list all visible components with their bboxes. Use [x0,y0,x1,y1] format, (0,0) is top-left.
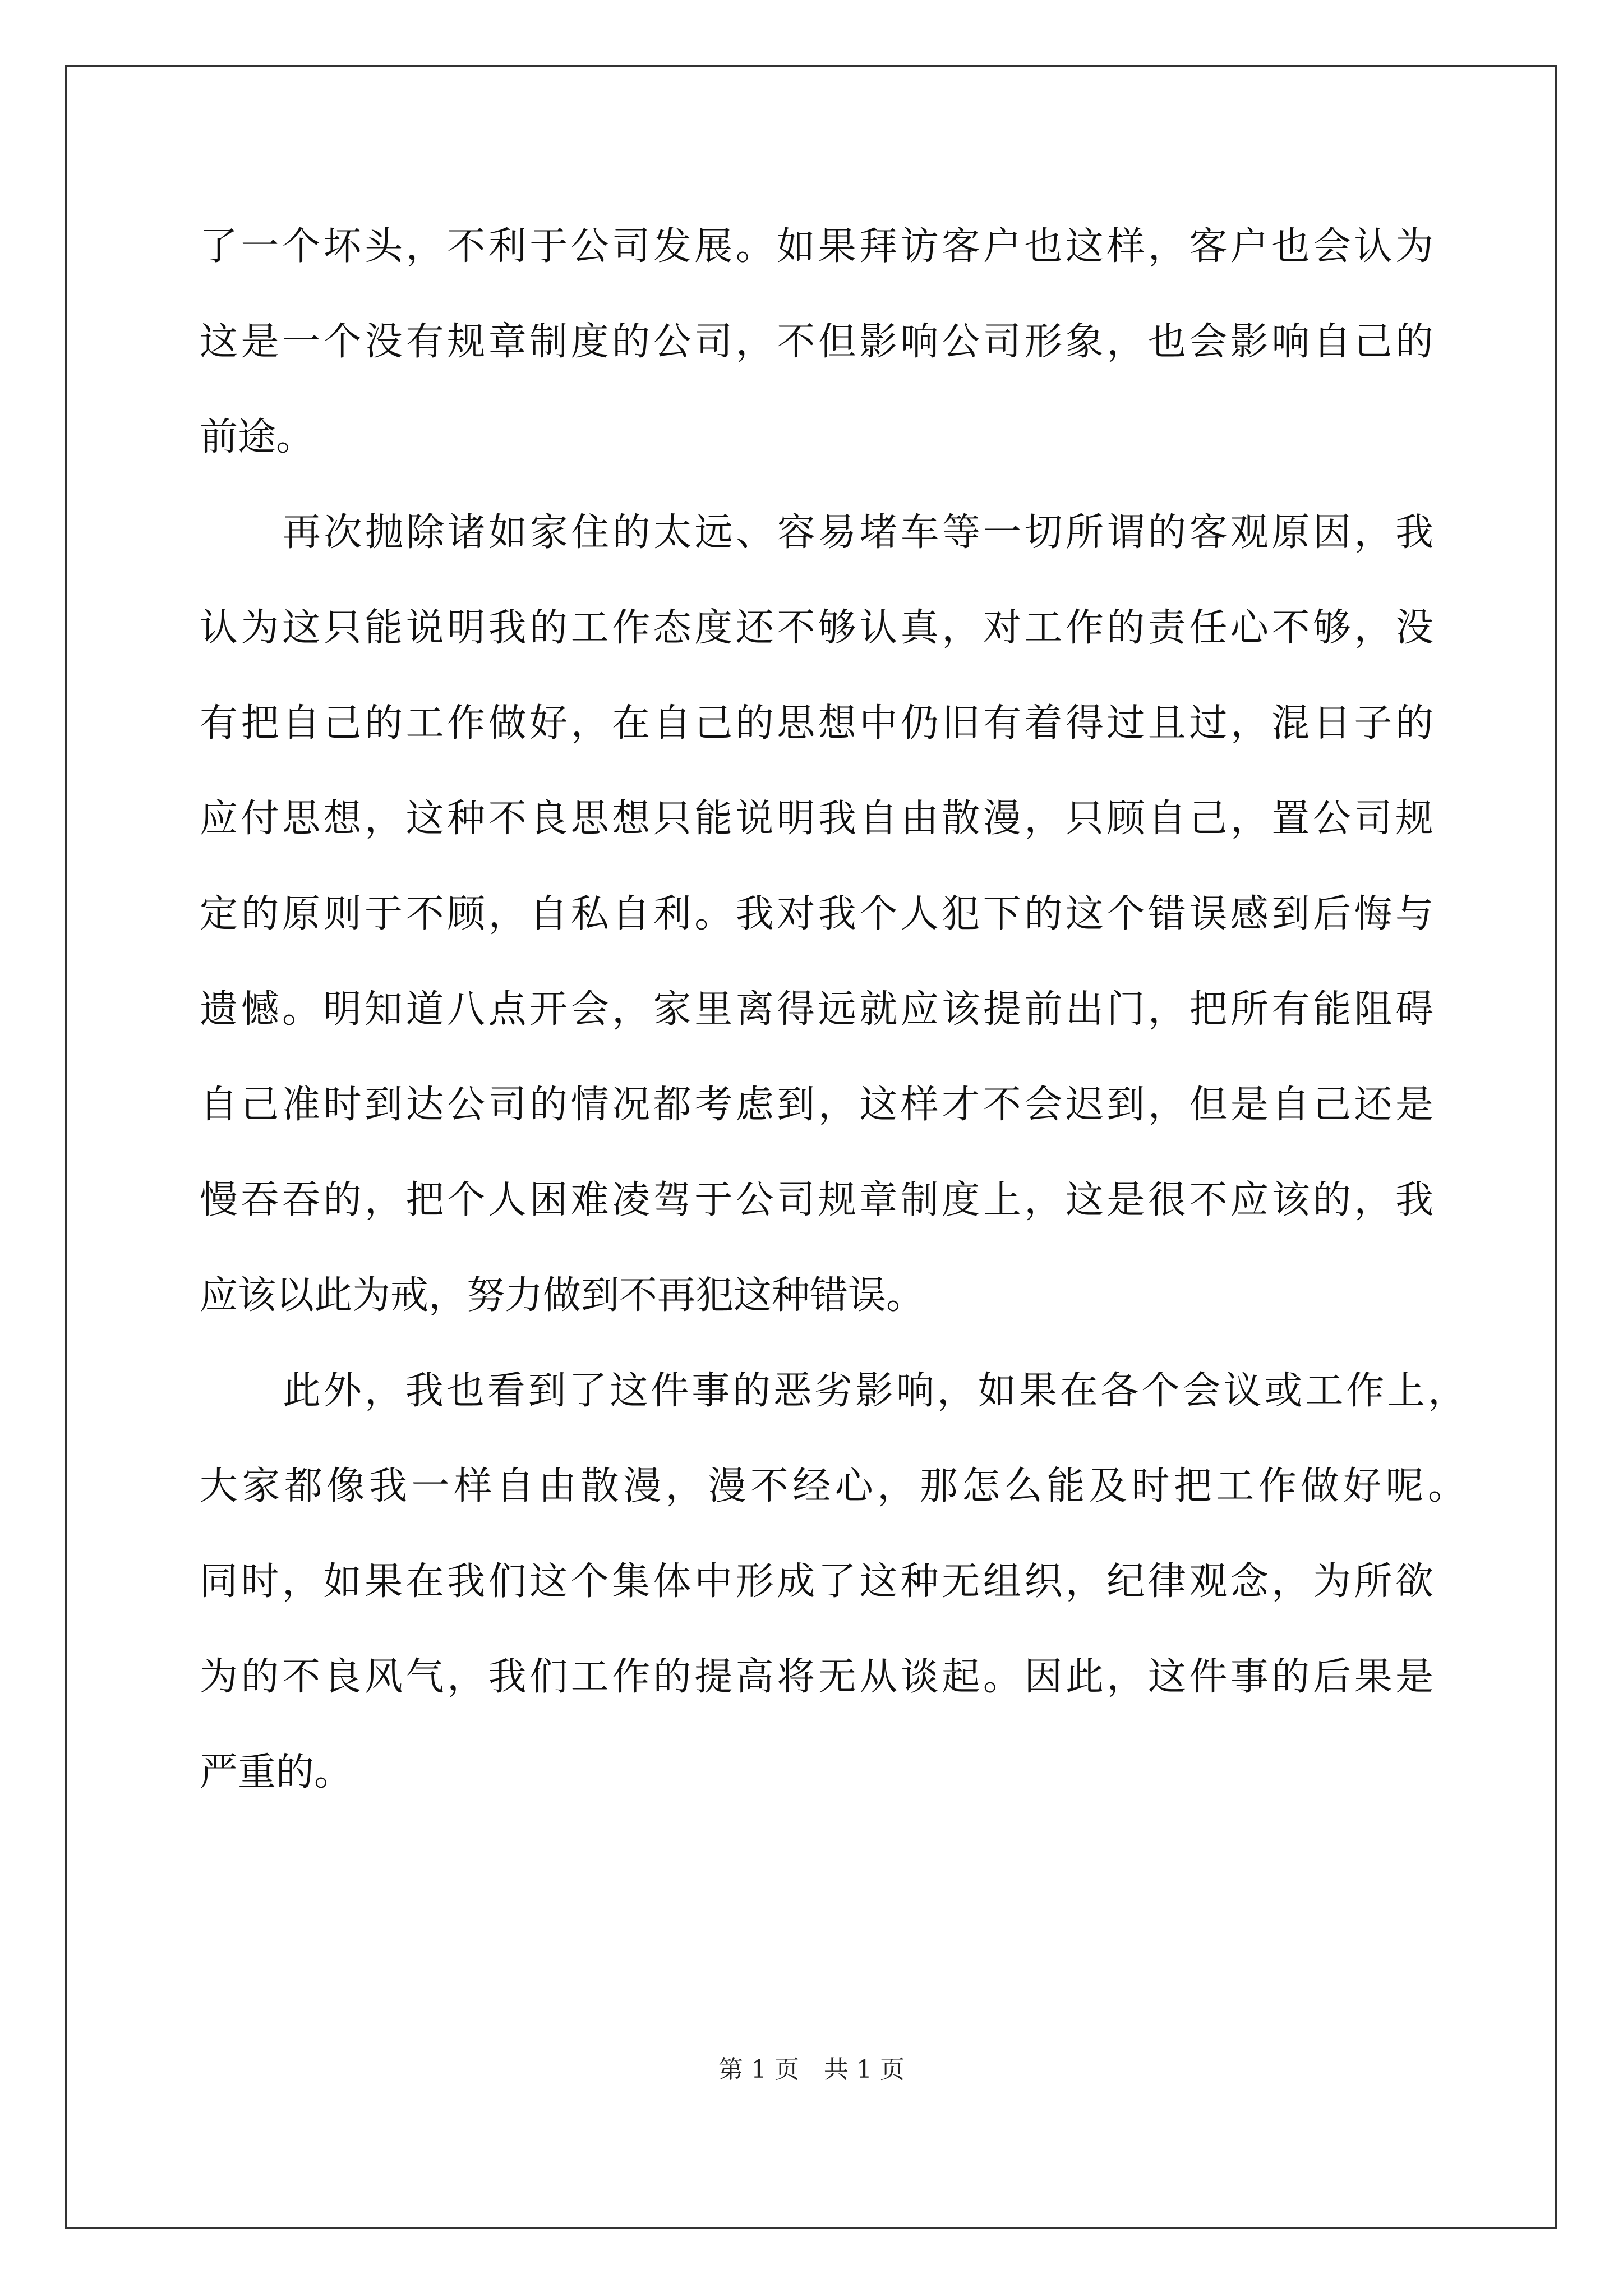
text-line: 大家都像我一样自由散漫，漫不经心，那怎么能及时把工作做好呢。 [200,1464,1466,1508]
text-line: 有把自己的工作做好，在自己的思想中仍旧有着得过且过，混日子的 [200,701,1433,746]
text-line: 了一个坏头，不利于公司发展。如果拜访客户也这样，客户也会认为 [200,224,1433,269]
text-line: 同时，如果在我们这个集体中形成了这种无组织，纪律观念，为所欲 [200,1559,1433,1604]
page-border [65,65,1557,2229]
text-line: 慢吞吞的，把个人困难凌驾于公司规章制度上，这是很不应该的，我 [200,1178,1433,1222]
text-line: 应付思想，这种不良思想只能说明我自由散漫，只顾自己，置公司规 [200,797,1433,841]
text-line: 前途。 [200,415,315,459]
text-line: 严重的。 [200,1750,353,1795]
text-line: 认为这只能说明我的工作态度还不够认真，对工作的责任心不够，没 [200,606,1433,650]
text-line: 这是一个没有规章制度的公司，不但影响公司形象，也会影响自己的 [200,320,1433,364]
text-line: 为的不良风气，我们工作的提高将无从谈起。因此，这件事的后果是 [200,1655,1433,1699]
page-number-footer: 第 1 页 共 1 页 [718,2055,905,2084]
paragraph-first-line: 再次抛除诸如家住的太远、容易堵车等一切所谓的客观原因，我 [283,510,1433,555]
paragraph-first-line: 此外，我也看到了这件事的恶劣影响，如果在各个会议或工作上， [283,1369,1466,1413]
text-line: 应该以此为戒，努力做到不再犯这种错误。 [200,1273,925,1318]
text-line: 遗憾。明知道八点开会，家里离得远就应该提前出门，把所有能阻碍 [200,987,1433,1032]
text-line: 定的原则于不顾，自私自利。我对我个人犯下的这个错误感到后悔与 [200,892,1433,936]
text-line: 自己准时到达公司的情况都考虑到，这样才不会迟到，但是自己还是 [200,1083,1433,1127]
